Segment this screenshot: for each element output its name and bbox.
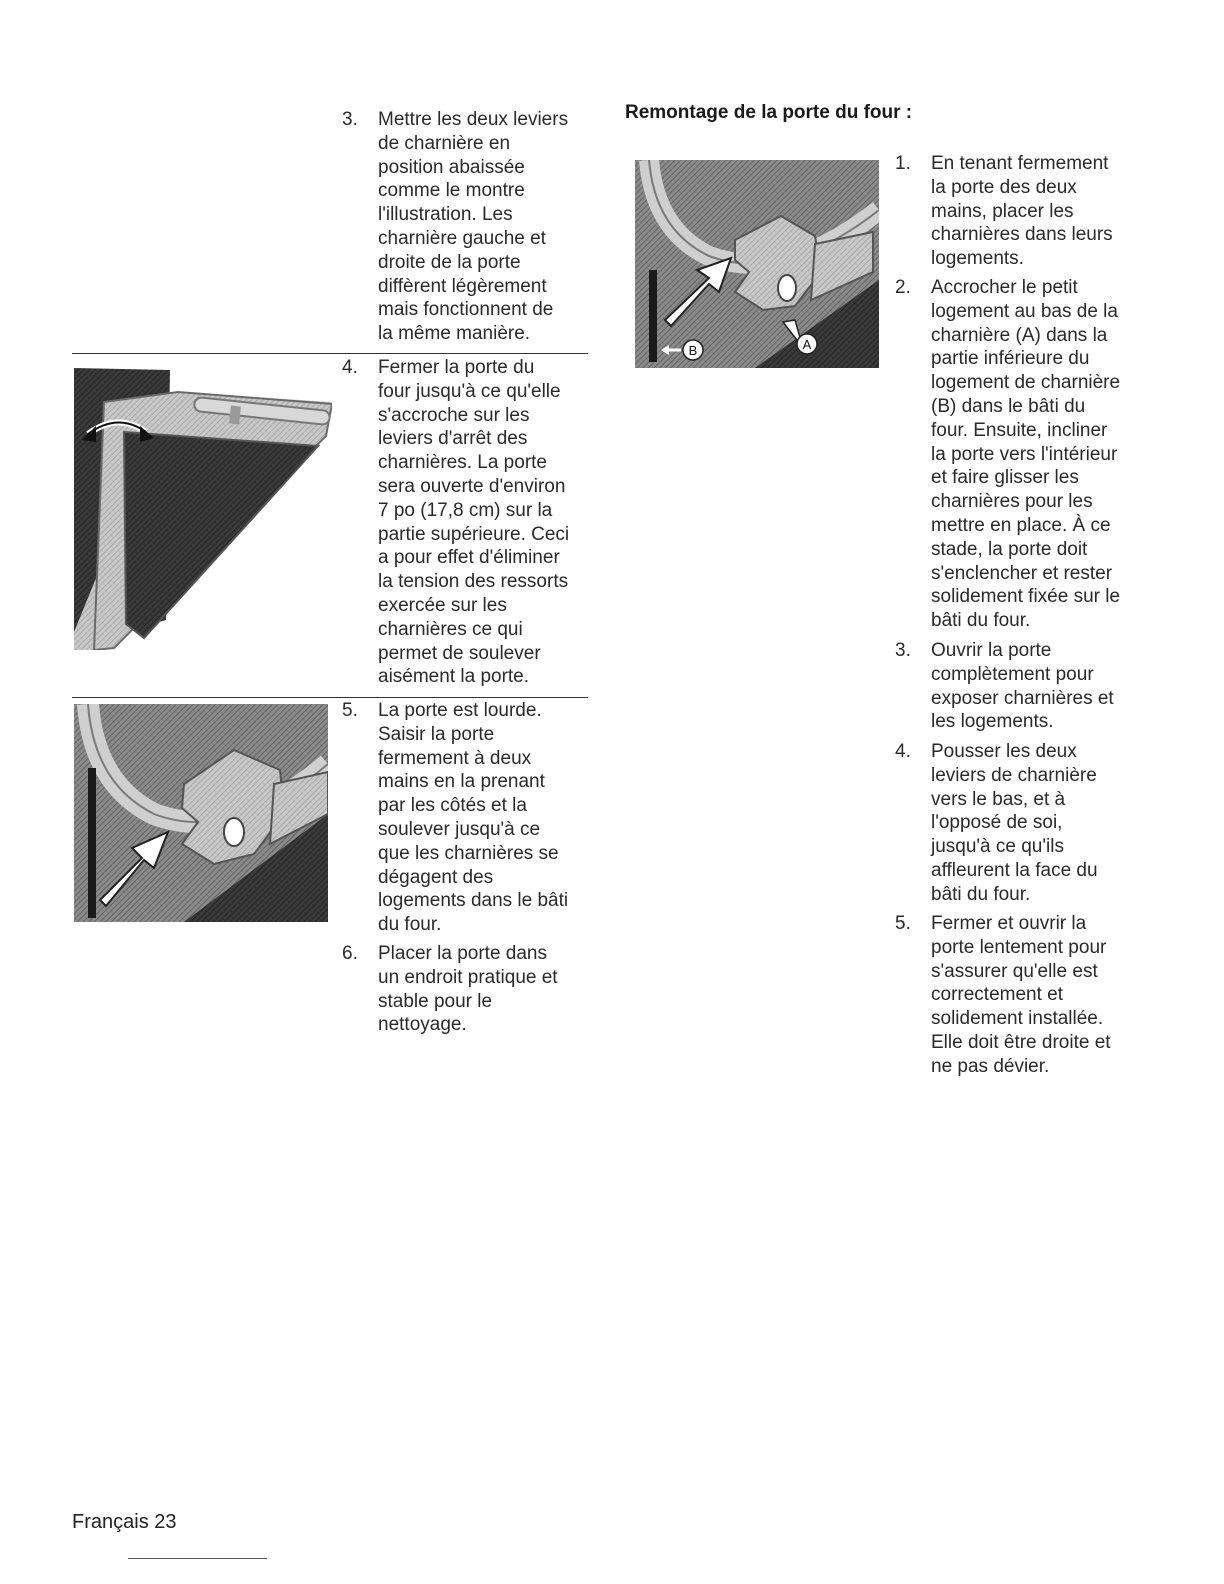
step-number: 2. (895, 277, 911, 298)
step-text: Accrocher le petit logement au bas de la charnière (A) dans la partie inférieure du logement de charnière (B) dans le bâti du four. Ensuite, incliner la porte vers l'intérieur et faire glisser les charnières pour les mettre en place. À ce stade, la porte doit s'enclencher et rester solidement fixée sur le bâti du four. (931, 277, 1121, 632)
step-number: 3. (342, 109, 358, 130)
step-number: 1. (895, 153, 911, 174)
step-text: Pousser les deux leviers de charnière vers le bas, et à l'opposé de soi, jusqu'à ce qu'ils affleurent la face du bâti du four. (931, 741, 1098, 905)
step-number: 5. (895, 913, 911, 934)
oven-door-illustration (74, 362, 332, 650)
hinge-reinstall-illustration (635, 160, 879, 368)
step-number: 4. (342, 357, 358, 378)
step-text: Mettre les deux leviers de charnière en position abaissée comme le montre l'illustration. Les charnière gauche et droite de la porte diffèrent légèrement mais fonctionnent de la même manière. (378, 109, 569, 345)
hinge-removal-illustration (74, 704, 328, 922)
step-text: Placer la porte dans un endroit pratique et stable pour le nettoyage. (378, 943, 558, 1036)
label-a: A (802, 337, 812, 352)
step-number: 5. (342, 700, 358, 721)
label-b: B (688, 343, 698, 358)
step-number: 6. (342, 943, 358, 964)
divider-rule (72, 353, 588, 354)
step-number: 4. (895, 741, 911, 762)
step-text: La porte est lourde. Saisir la porte fermement à deux mains en la prenant par les côtés et la soulever jusqu'à ce que les charnières se dégagent des logements dans le bâti du four. (378, 700, 569, 936)
step-text: Fermer et ouvrir la porte lentement pour s'assurer qu'elle est correctement et solidement installée. Elle doit être droite et ne pas dévier. (931, 913, 1111, 1077)
step-text: En tenant fermement la porte des deux mains, placer les charnières dans leurs logements. (931, 153, 1113, 270)
step-text: Fermer la porte du four jusqu'à ce qu'elle s'accroche sur les leviers d'arrêt des charnières. La porte sera ouverte d'environ 7 po (17,8 cm) sur la partie supérieure. Ceci a pour effet d'éliminer la tension des ressorts exercée sur les charnières ce qui permet de soulever aisément la porte. (378, 357, 570, 688)
step-text: Ouvrir la porte complètement pour exposer charnières et les logements. (931, 640, 1114, 733)
section-heading: Remontage de la porte du four : (625, 102, 913, 123)
page-number-label: Français 23 (72, 1511, 177, 1533)
footer-rule (128, 1558, 267, 1559)
step-number: 3. (895, 640, 911, 661)
divider-rule (72, 697, 588, 698)
